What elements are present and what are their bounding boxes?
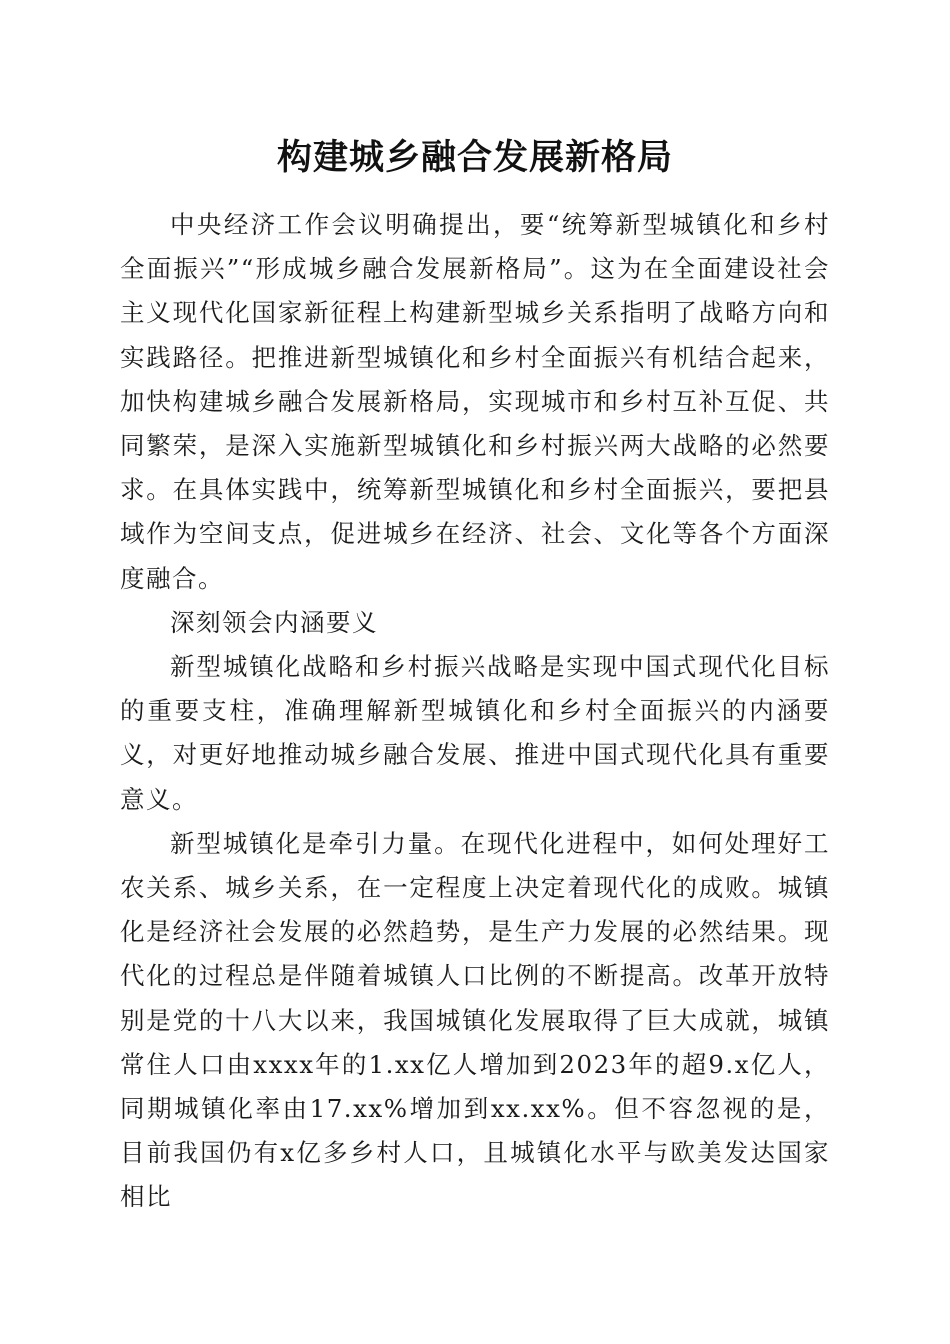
paragraph-intro: 中央经济工作会议明确提出，要“统筹新型城镇化和乡村全面振兴”“形成城乡融合发展新格局”。这为在全面建设社会主义现代化国家新征程上构建新型城乡关系指明了战略方向和实践路径。把推进新型城镇化和乡村全面振兴有机结合起来，加快构建城乡融合发展新格局，实现城市和乡村互补互促、共同繁荣，是深入实施新型城镇化和乡村振兴两大战略的必然要求。在具体实践中，统筹新型城镇化和乡村全面振兴，要把县域作为空间支点，促进城乡在经济、社会、文化等各个方面深度融合。: [120, 210, 830, 593]
document-title: 构建城乡融合发展新格局: [276, 137, 673, 178]
paragraph-meaning: 新型城镇化战略和乡村振兴战略是实现中国式现代化目标的重要支柱，准确理解新型城镇化和乡村全面振兴的内涵要义，对更好地推动城乡融合发展、推进中国式现代化具有重要意义。: [120, 652, 830, 814]
document-body: [120, 203, 830, 1220]
paragraph-urbanization: 新型城镇化是牵引力量。在现代化进程中，如何处理好工农关系、城乡关系，在一定程度上决定着现代化的成败。城镇化是经济社会发展的必然趋势，是生产力发展的必然结果。现代化的过程总是伴随着城镇人口比例的不断提高。改革开放特别是党的十八大以来，我国城镇化发展取得了巨大成就，城镇常住人口由xxxx年的1.xx亿人增加到2023年的超9.x亿人，同期城镇化率由17.xx%增加到xx.xx%。但不容忽视的是，目前我国仍有x亿多乡村人口，且城镇化水平与欧美发达国家相比: [120, 828, 830, 1212]
section-heading: 深刻领会内涵要义: [170, 607, 378, 637]
